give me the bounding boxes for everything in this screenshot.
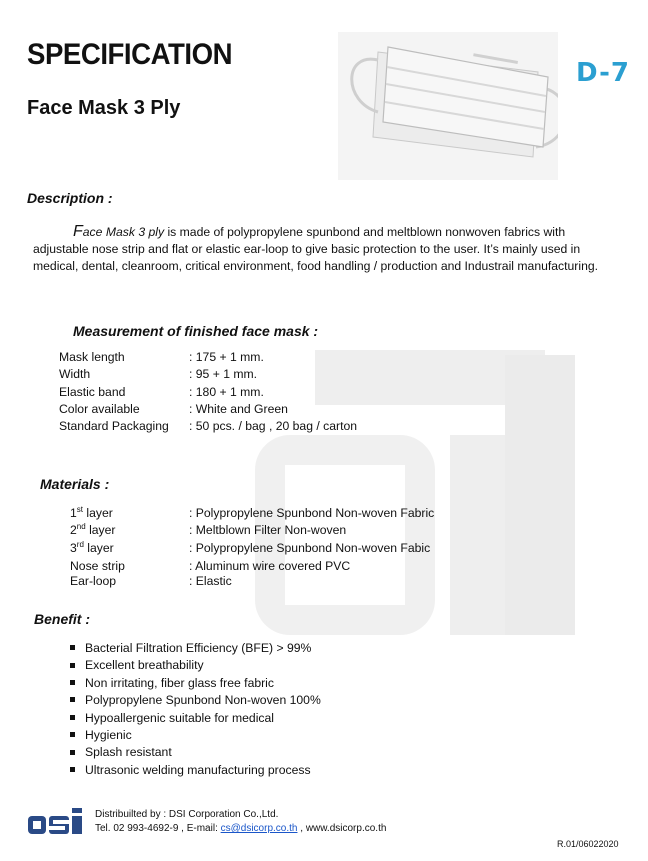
materials-heading: Materials : <box>40 476 110 492</box>
list-item <box>70 762 321 779</box>
benefit-heading: Benefit : <box>34 611 90 627</box>
description-body: is made of polypropylene spunbond and meltblown nonwoven fabrics with adjustable nose strip and flat or elastic ear-loop to give basic protection to the user. It’s mainly used in medical, dental, cleanroom, critical environment, food handling / production and Industrail manufacturing. <box>33 225 599 273</box>
description-lead <box>73 225 164 239</box>
measurement-value: : 50 pcs. / bag , 20 bag / carton <box>189 419 358 433</box>
materials-value: : Aluminum wire covered PVC <box>189 559 351 573</box>
benefit-text: Hypoallergenic suitable for medical <box>85 710 275 725</box>
materials-label <box>70 541 114 555</box>
benefit-text: Excellent breathability <box>85 658 204 673</box>
bullet-icon <box>70 697 75 702</box>
benefit-text: Polypropylene Spunbond Non-woven 100% <box>85 693 321 708</box>
description-heading: Description : <box>27 190 113 206</box>
materials-value: : Polypropylene Spunbond Non-woven Fabric <box>189 506 435 520</box>
materials-label <box>70 506 113 520</box>
materials-label: Nose strip <box>70 559 125 573</box>
list-item <box>70 657 321 674</box>
bullet-icon <box>70 715 75 720</box>
measurement-label: Elastic band <box>59 385 126 399</box>
list-item <box>70 692 321 709</box>
product-code-badge: D-7 <box>576 58 630 88</box>
tel-text: Tel. 02 993-4692-9 , E-mail: <box>95 823 221 834</box>
layer-label: layer <box>85 523 116 537</box>
list-item <box>70 710 321 727</box>
description-lead-rest: ace Mask 3 ply <box>82 225 165 239</box>
measurement-value: : White and Green <box>189 402 288 416</box>
materials-label: Ear-loop <box>70 574 117 588</box>
layer-number: 3 <box>70 541 77 555</box>
website-text: , www.dsicorp.co.th <box>297 823 387 834</box>
measurement-label: Mask length <box>59 350 125 364</box>
materials-value: : Meltblown Filter Non-woven <box>189 523 347 537</box>
bullet-icon <box>70 645 75 650</box>
layer-ordinal: rd <box>76 539 84 549</box>
layer-label: layer <box>83 506 113 520</box>
measurement-label: Color available <box>59 402 140 416</box>
benefit-text: Splash resistant <box>85 745 172 760</box>
contact-line <box>95 823 386 834</box>
list-item <box>70 744 321 761</box>
bullet-icon <box>70 680 75 685</box>
description-lead-initial: F <box>73 223 83 240</box>
list-item <box>70 675 321 692</box>
benefit-text: Hygienic <box>85 727 132 742</box>
benefit-list <box>70 640 321 779</box>
materials-label <box>70 523 116 537</box>
measurement-value: : 95 + 1 mm. <box>189 367 258 381</box>
bullet-icon <box>70 767 75 772</box>
measurement-value: : 180 + 1 mm. <box>189 385 264 399</box>
page-title: SPECIFICATION <box>27 38 233 71</box>
materials-value: : Elastic <box>189 574 232 588</box>
bullet-icon <box>70 732 75 737</box>
layer-ordinal: st <box>76 504 84 514</box>
bullet-icon <box>70 750 75 755</box>
layer-ordinal: nd <box>76 521 86 531</box>
layer-number: 2 <box>70 523 77 537</box>
measurement-label: Width <box>59 367 91 381</box>
revision-code: R.01/06022020 <box>557 839 619 849</box>
layer-number: 1 <box>70 506 77 520</box>
dsi-watermark-logo <box>255 345 585 645</box>
measurement-value: : 175 + 1 mm. <box>189 350 264 364</box>
distributor-text: Distribuilted by : DSI Corporation Co.,Ltd. <box>95 809 279 820</box>
dsi-logo-icon <box>28 806 86 836</box>
layer-label: layer <box>83 541 114 555</box>
materials-value: : Polypropylene Spunbond Non-woven Fabic <box>189 541 431 555</box>
measurement-label: Standard Packaging <box>59 419 169 433</box>
benefit-text: Bacterial Filtration Efficiency (BFE) > 99% <box>85 641 312 655</box>
list-item <box>70 640 321 657</box>
benefit-text: Ultrasonic welding manufacturing process <box>85 762 311 777</box>
bullet-icon <box>70 663 75 668</box>
measurement-heading: Measurement of finished face mask : <box>73 323 319 339</box>
face-mask-image <box>338 32 558 180</box>
description-text <box>33 223 618 275</box>
benefit-text: Non irritating, fiber glass free fabric <box>85 675 274 690</box>
product-subtitle: Face Mask 3 Ply <box>27 97 181 119</box>
email-link[interactable]: cs@dsicorp.co.th <box>220 823 298 834</box>
list-item <box>70 727 321 744</box>
